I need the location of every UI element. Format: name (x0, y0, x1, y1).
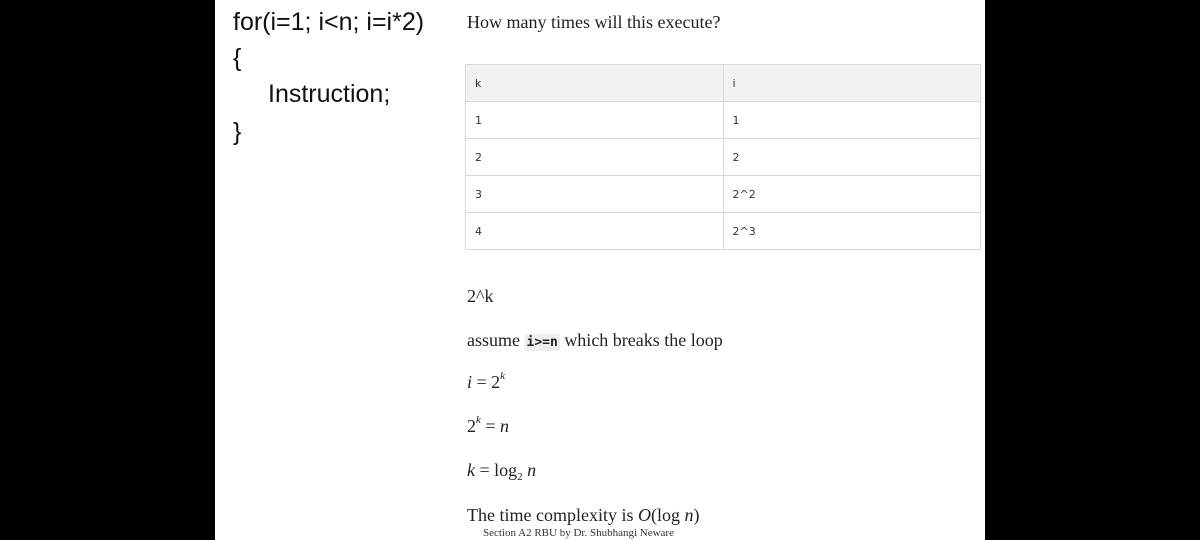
assume-suffix: which breaks the loop (564, 330, 723, 350)
eq2-exp: k (476, 414, 481, 426)
eq1-lhs: i (467, 372, 473, 392)
trace-table (465, 64, 981, 250)
assume-line (467, 330, 723, 351)
complexity-prefix: The time complexity is (467, 505, 634, 525)
eq2-rhs: n (500, 416, 510, 436)
instruction-line: Instruction; (268, 80, 391, 108)
eq3-lhs: k (467, 460, 475, 480)
loop-header: for(i=1; i<n; i=i*2) (233, 8, 425, 36)
close-brace: } (233, 118, 242, 146)
table-header-row (466, 65, 981, 102)
footer-credit: Section A2 RBU by Dr. Shubhangi Neware (483, 527, 674, 539)
eq3-sub: 2 (517, 471, 523, 483)
table-row (466, 102, 981, 139)
complexity-log: log (656, 505, 680, 525)
general-term: 2^k (467, 286, 494, 306)
slide (215, 0, 985, 540)
equation-k-equals-log: $k = \log_2 n$ (467, 460, 537, 483)
eq3-log: log (494, 460, 518, 480)
table-cell: 1 (466, 102, 724, 139)
column-header-k: k (466, 65, 724, 102)
table-cell: 2 (466, 139, 724, 176)
question-text: How many times will this execute? (467, 12, 721, 32)
big-o: O (637, 505, 651, 525)
table-cell: 2^2 (723, 176, 981, 213)
table-cell: 2 (723, 139, 981, 176)
eq1-base: 2 (491, 372, 501, 392)
complexity-arg: n (684, 505, 694, 525)
column-header-i: i (723, 65, 981, 102)
complexity-line: The time complexity is O(log n) (467, 505, 700, 525)
open-brace: { (233, 44, 242, 72)
table-cell: 3 (466, 176, 724, 213)
assume-prefix: assume (467, 330, 520, 350)
eq2-base: 2 (467, 416, 476, 436)
table-row (466, 213, 981, 250)
table-row (466, 176, 981, 213)
assume-code: i>=n (526, 335, 558, 350)
equation-2k-equals-n: $2^k = n$ (467, 414, 510, 436)
table-cell: 4 (466, 213, 724, 250)
equation-i-equals-2k: $i = 2^k$ (467, 370, 506, 392)
eq1-exp: k (500, 370, 506, 382)
table-cell: 2^3 (723, 213, 981, 250)
table-row (466, 139, 981, 176)
eq3-arg: n (527, 460, 537, 480)
table-cell: 1 (723, 102, 981, 139)
